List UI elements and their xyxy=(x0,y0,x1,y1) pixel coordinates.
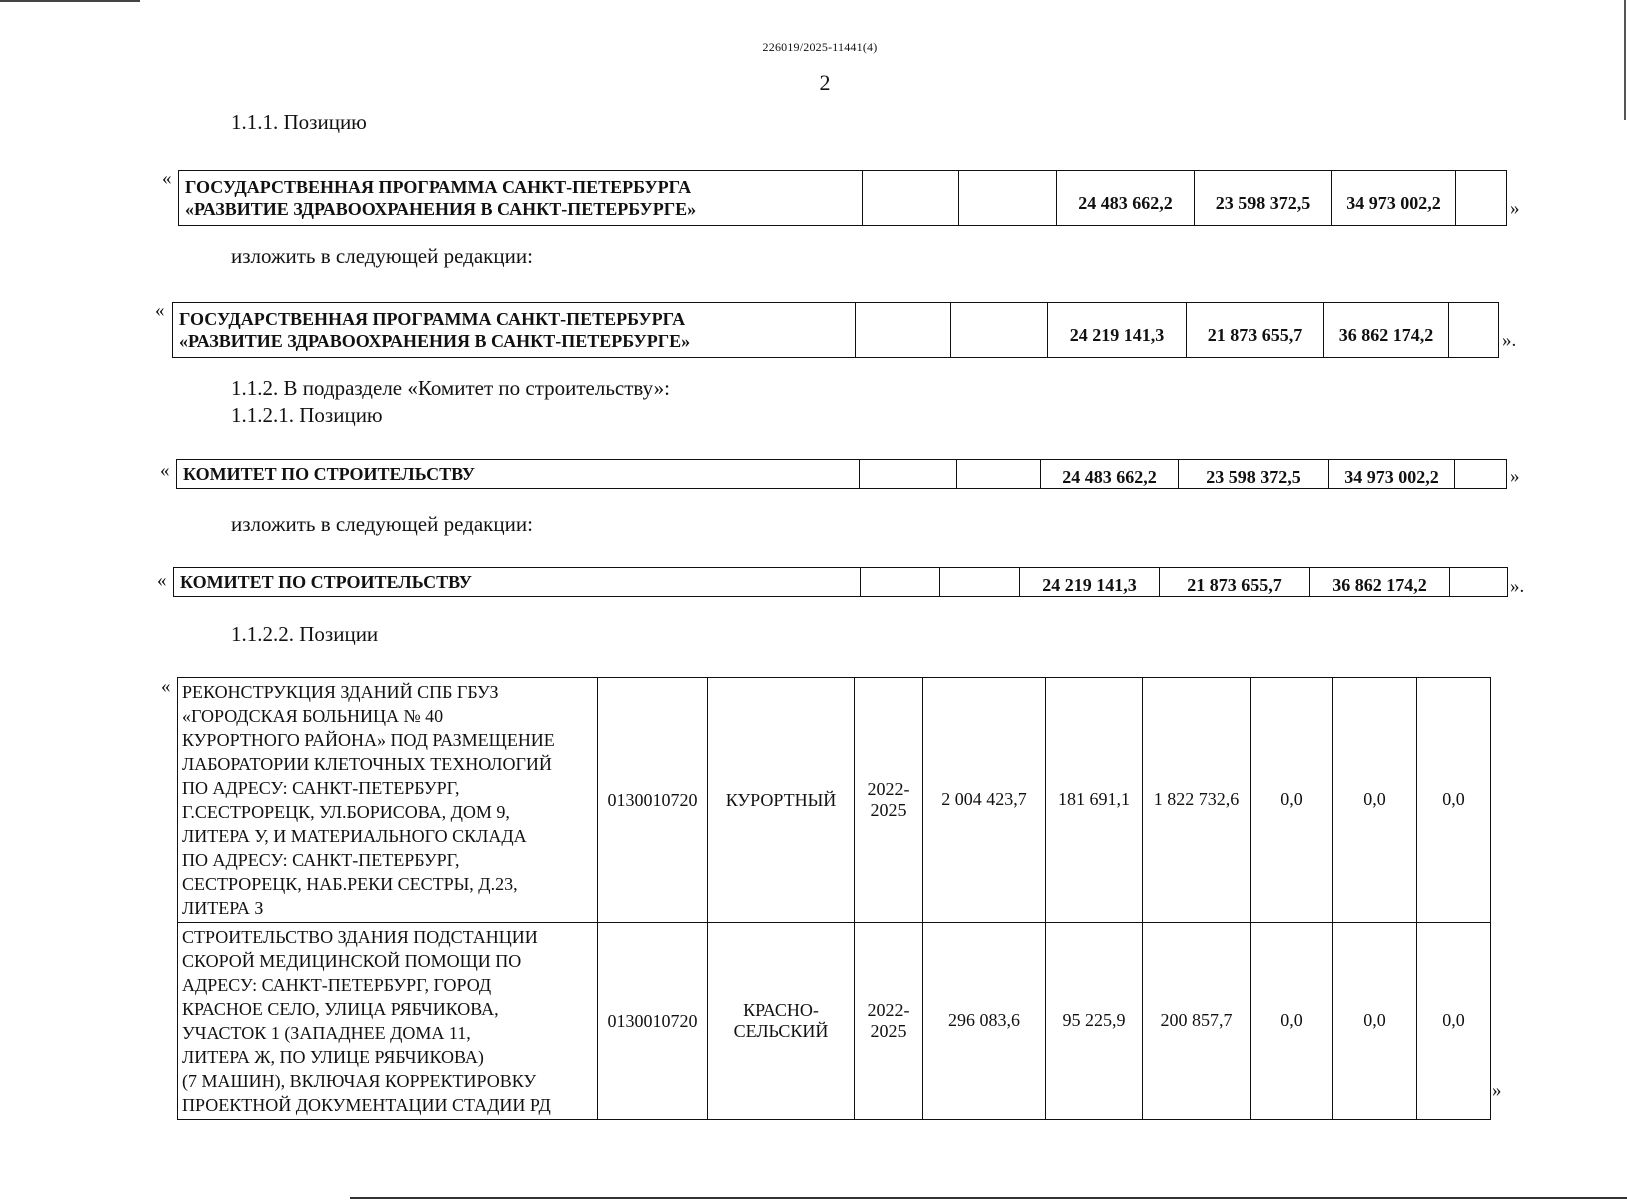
empty-cell xyxy=(951,303,1048,358)
value-cell: 0,0 xyxy=(1251,923,1333,1120)
district-cell: КРАСНО- СЕЛЬСКИЙ xyxy=(708,923,855,1120)
subsection-title: 1.1.2.1. Позицию xyxy=(231,403,383,427)
committee-name: КОМИТЕТ ПО СТРОИТЕЛЬСТВУ xyxy=(174,568,861,597)
open-quote: « xyxy=(157,570,167,591)
new-program-row xyxy=(172,302,1499,358)
empty-cell xyxy=(957,460,1041,489)
open-quote: « xyxy=(155,300,165,321)
value-cell: 200 857,7 xyxy=(1143,923,1251,1120)
value-cell: 24 219 141,3 xyxy=(1048,303,1187,358)
value-cell: 95 225,9 xyxy=(1046,923,1143,1120)
scan-edge-line xyxy=(0,0,140,2)
value-cell: 36 862 174,2 xyxy=(1310,568,1450,597)
close-quote: » xyxy=(1510,466,1520,487)
total-cell: 296 083,6 xyxy=(923,923,1046,1120)
value-cell: 24 483 662,2 xyxy=(1041,460,1179,489)
close-quote: ». xyxy=(1510,576,1525,597)
value-cell: 0,0 xyxy=(1251,678,1333,923)
value-cell: 0,0 xyxy=(1333,923,1417,1120)
empty-cell xyxy=(861,568,940,597)
section-title: 1.1.2.2. Позиции xyxy=(231,622,379,646)
document-id: 226019/2025-11441(4) xyxy=(762,40,878,54)
value-cell: 21 873 655,7 xyxy=(1160,568,1310,597)
value-cell: 34 973 002,2 xyxy=(1332,171,1456,226)
value-cell: 0,0 xyxy=(1417,678,1491,923)
program-name: ГОСУДАРСТВЕННАЯ ПРОГРАММА САНКТ-ПЕТЕРБУРГА «РАЗВИТИЕ ЗДРАВООХРАНЕНИЯ В САНКТ-ПЕТЕРБУРГЕ» xyxy=(173,303,856,358)
old-committee-row xyxy=(176,459,1507,489)
empty-cell xyxy=(856,303,951,358)
value-cell: 23 598 372,5 xyxy=(1195,171,1332,226)
page-number: 2 xyxy=(819,70,831,95)
replace-instruction: изложить в следующей редакции: xyxy=(231,512,533,536)
code-cell: 0130010720 xyxy=(598,923,708,1120)
total-cell: 2 004 423,7 xyxy=(923,678,1046,923)
new-committee-row xyxy=(173,567,1508,597)
section-title: 1.1.1. Позицию xyxy=(231,110,367,134)
empty-cell xyxy=(1456,171,1507,226)
empty-cell xyxy=(1455,460,1507,489)
empty-cell xyxy=(860,460,957,489)
table-row xyxy=(178,923,1491,1120)
years-cell: 2022- 2025 xyxy=(855,923,923,1120)
open-quote: « xyxy=(161,676,171,697)
positions-table xyxy=(177,677,1491,1120)
value-cell: 1 822 732,6 xyxy=(1143,678,1251,923)
code-cell: 0130010720 xyxy=(598,678,708,923)
program-name: ГОСУДАРСТВЕННАЯ ПРОГРАММА САНКТ-ПЕТЕРБУРГА «РАЗВИТИЕ ЗДРАВООХРАНЕНИЯ В САНКТ-ПЕТЕРБУРГЕ» xyxy=(179,171,863,226)
open-quote: « xyxy=(160,460,170,481)
value-cell: 24 483 662,2 xyxy=(1057,171,1195,226)
empty-cell xyxy=(940,568,1020,597)
open-quote: « xyxy=(162,168,172,189)
value-cell: 34 973 002,2 xyxy=(1329,460,1455,489)
object-name: РЕКОНСТРУКЦИЯ ЗДАНИЙ СПБ ГБУЗ «ГОРОДСКАЯ БОЛЬНИЦА № 40 КУРОРТНОГО РАЙОНА» ПОД РАЗМЕЩЕНИЕ ЛАБОРАТОРИИ КЛЕТОЧНЫХ ТЕХНОЛОГИЙ ПО АДРЕСУ: САНКТ-ПЕТЕРБУРГ, Г.СЕСТРОРЕЦК, УЛ.БОРИСОВА, ДОМ 9, ЛИТЕРА У, И МАТЕРИАЛЬНОГО СКЛАДА ПО АДРЕСУ: САНКТ-ПЕТЕРБУРГ, СЕСТРОРЕЦК, НАБ.РЕКИ СЕСТРЫ, Д.23, ЛИТЕРА З xyxy=(178,678,598,923)
value-cell: 0,0 xyxy=(1417,923,1491,1120)
close-quote: » xyxy=(1510,198,1520,219)
empty-cell xyxy=(1450,568,1508,597)
old-program-row xyxy=(178,170,1507,226)
close-quote: » xyxy=(1492,1080,1502,1101)
section-title: 1.1.2. В подразделе «Комитет по строительству»: xyxy=(231,376,670,400)
value-cell: 23 598 372,5 xyxy=(1179,460,1329,489)
scan-edge-line xyxy=(350,1197,1627,1199)
replace-instruction: изложить в следующей редакции: xyxy=(231,244,533,268)
empty-cell xyxy=(863,171,959,226)
district-cell: КУРОРТНЫЙ xyxy=(708,678,855,923)
table-row xyxy=(178,678,1491,923)
years-cell: 2022- 2025 xyxy=(855,678,923,923)
value-cell: 0,0 xyxy=(1333,678,1417,923)
committee-name: КОМИТЕТ ПО СТРОИТЕЛЬСТВУ xyxy=(177,460,860,489)
empty-cell xyxy=(1449,303,1499,358)
object-name: СТРОИТЕЛЬСТВО ЗДАНИЯ ПОДСТАНЦИИ СКОРОЙ МЕДИЦИНСКОЙ ПОМОЩИ ПО АДРЕСУ: САНКТ-ПЕТЕРБУРГ, ГОРОД КРАСНОЕ СЕЛО, УЛИЦА РЯБЧИКОВА, УЧАСТОК 1 (ЗАПАДНЕЕ ДОМА 11, ЛИТЕРА Ж, ПО УЛИЦЕ РЯБЧИКОВА) (7 МАШИН), ВКЛЮЧАЯ КОРРЕКТИРОВКУ ПРОЕКТНОЙ ДОКУМЕНТАЦИИ СТАДИИ РД xyxy=(178,923,598,1120)
empty-cell xyxy=(959,171,1057,226)
close-quote: ». xyxy=(1502,330,1517,351)
scan-edge-line xyxy=(1624,0,1626,120)
value-cell: 24 219 141,3 xyxy=(1020,568,1160,597)
value-cell: 36 862 174,2 xyxy=(1324,303,1449,358)
value-cell: 21 873 655,7 xyxy=(1187,303,1324,358)
value-cell: 181 691,1 xyxy=(1046,678,1143,923)
